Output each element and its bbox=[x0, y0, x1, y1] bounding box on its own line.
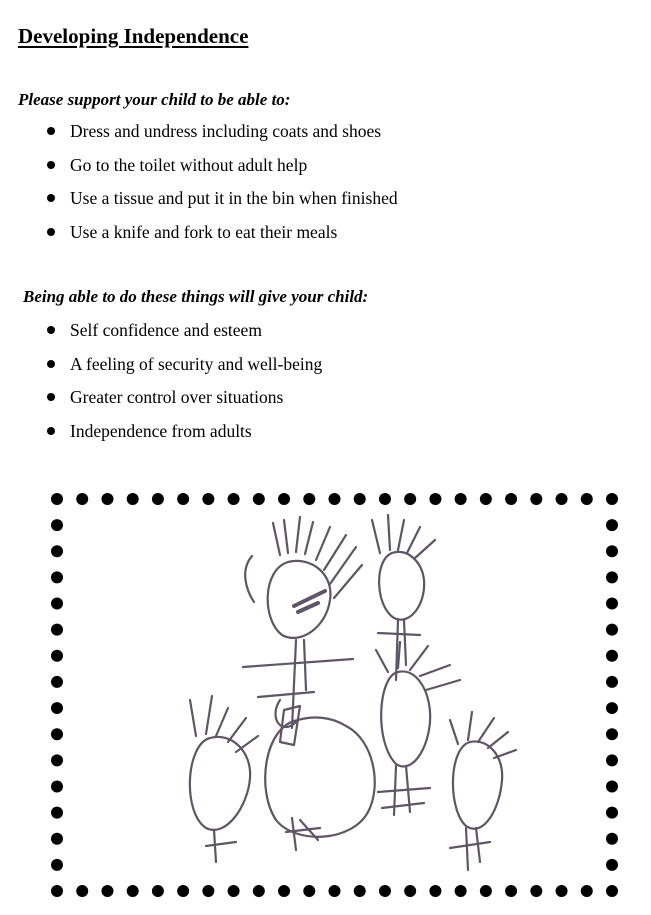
border-dot bbox=[505, 493, 517, 505]
border-dot bbox=[606, 519, 618, 531]
border-dot bbox=[606, 754, 618, 766]
border-dot bbox=[480, 885, 492, 897]
list-item-text: Use a tissue and put it in the bin when finished bbox=[70, 188, 398, 209]
border-dot bbox=[51, 545, 63, 557]
border-dot bbox=[606, 571, 618, 583]
border-dot bbox=[379, 885, 391, 897]
border-dot bbox=[152, 885, 164, 897]
border-dot bbox=[51, 885, 63, 897]
border-dot bbox=[177, 493, 189, 505]
list-item-text: Independence from adults bbox=[70, 420, 252, 441]
border-dot bbox=[127, 493, 139, 505]
border-dot bbox=[530, 493, 542, 505]
border-dot bbox=[51, 780, 63, 792]
border-dot bbox=[606, 885, 618, 897]
border-dot bbox=[51, 728, 63, 740]
border-dot bbox=[177, 885, 189, 897]
border-dot bbox=[127, 885, 139, 897]
list-item-text: Greater control over situations bbox=[70, 387, 284, 408]
border-dot bbox=[278, 885, 290, 897]
list-item-text: Go to the toilet without adult help bbox=[70, 154, 308, 175]
border-dot bbox=[354, 493, 366, 505]
border-dot bbox=[51, 493, 63, 505]
border-dot bbox=[228, 885, 240, 897]
border-dot bbox=[606, 676, 618, 688]
border-dot bbox=[51, 519, 63, 531]
border-dot bbox=[329, 885, 341, 897]
border-dot bbox=[429, 493, 441, 505]
border-dot bbox=[581, 493, 593, 505]
border-dot bbox=[379, 493, 391, 505]
border-dot bbox=[51, 598, 63, 610]
border-dot bbox=[51, 754, 63, 766]
stick-figure-tall bbox=[243, 517, 362, 728]
border-dot bbox=[51, 859, 63, 871]
stick-figure-small-left bbox=[190, 696, 258, 862]
border-dot bbox=[329, 493, 341, 505]
border-dot bbox=[51, 624, 63, 636]
stick-figure-middle bbox=[376, 642, 460, 815]
border-dot bbox=[253, 493, 265, 505]
stick-figure-small-right bbox=[450, 712, 516, 870]
border-dot bbox=[606, 702, 618, 714]
border-dot bbox=[51, 833, 63, 845]
border-dot bbox=[51, 702, 63, 714]
border-dot bbox=[404, 885, 416, 897]
border-dot bbox=[404, 493, 416, 505]
childs-drawing bbox=[190, 515, 516, 870]
stick-figure-right bbox=[372, 515, 435, 680]
support-heading: Please support your child to be able to: bbox=[18, 90, 291, 109]
border-dot bbox=[354, 885, 366, 897]
border-dot bbox=[530, 885, 542, 897]
benefits-heading: Being able to do these things will give your child: bbox=[23, 287, 369, 306]
border-dot bbox=[606, 728, 618, 740]
border-dot bbox=[278, 493, 290, 505]
border-dot bbox=[455, 493, 467, 505]
list-item-text: Dress and undress including coats and shoes bbox=[70, 121, 382, 141]
list-item-text: Use a knife and fork to eat their meals bbox=[70, 221, 338, 242]
border-dot bbox=[606, 650, 618, 662]
list-item-text: Self confidence and esteem bbox=[70, 320, 262, 340]
border-dot bbox=[51, 676, 63, 688]
list-item-text: A feeling of security and well-being bbox=[70, 353, 323, 374]
border-dot bbox=[303, 885, 315, 897]
border-dot bbox=[152, 493, 164, 505]
border-dot bbox=[51, 571, 63, 583]
page-title: Developing Independence bbox=[18, 24, 249, 48]
border-dot bbox=[606, 833, 618, 845]
border-dot bbox=[101, 493, 113, 505]
border-dot bbox=[101, 885, 113, 897]
border-dot bbox=[556, 885, 568, 897]
stick-figure-round bbox=[265, 700, 375, 850]
border-dot bbox=[606, 493, 618, 505]
border-dot bbox=[581, 885, 593, 897]
border-dot bbox=[303, 493, 315, 505]
border-dot bbox=[429, 885, 441, 897]
border-dot bbox=[480, 493, 492, 505]
border-dot bbox=[455, 885, 467, 897]
border-dot bbox=[606, 780, 618, 792]
border-dot bbox=[51, 807, 63, 819]
border-dot bbox=[606, 624, 618, 636]
border-dot bbox=[202, 885, 214, 897]
border-dot bbox=[51, 650, 63, 662]
border-dot bbox=[202, 493, 214, 505]
border-dot bbox=[606, 598, 618, 610]
border-dot bbox=[606, 859, 618, 871]
border-dot bbox=[505, 885, 517, 897]
border-dot bbox=[606, 545, 618, 557]
border-dot bbox=[228, 493, 240, 505]
border-dot bbox=[556, 493, 568, 505]
border-dot bbox=[76, 885, 88, 897]
border-dot bbox=[606, 807, 618, 819]
border-dot bbox=[76, 493, 88, 505]
border-dot bbox=[253, 885, 265, 897]
